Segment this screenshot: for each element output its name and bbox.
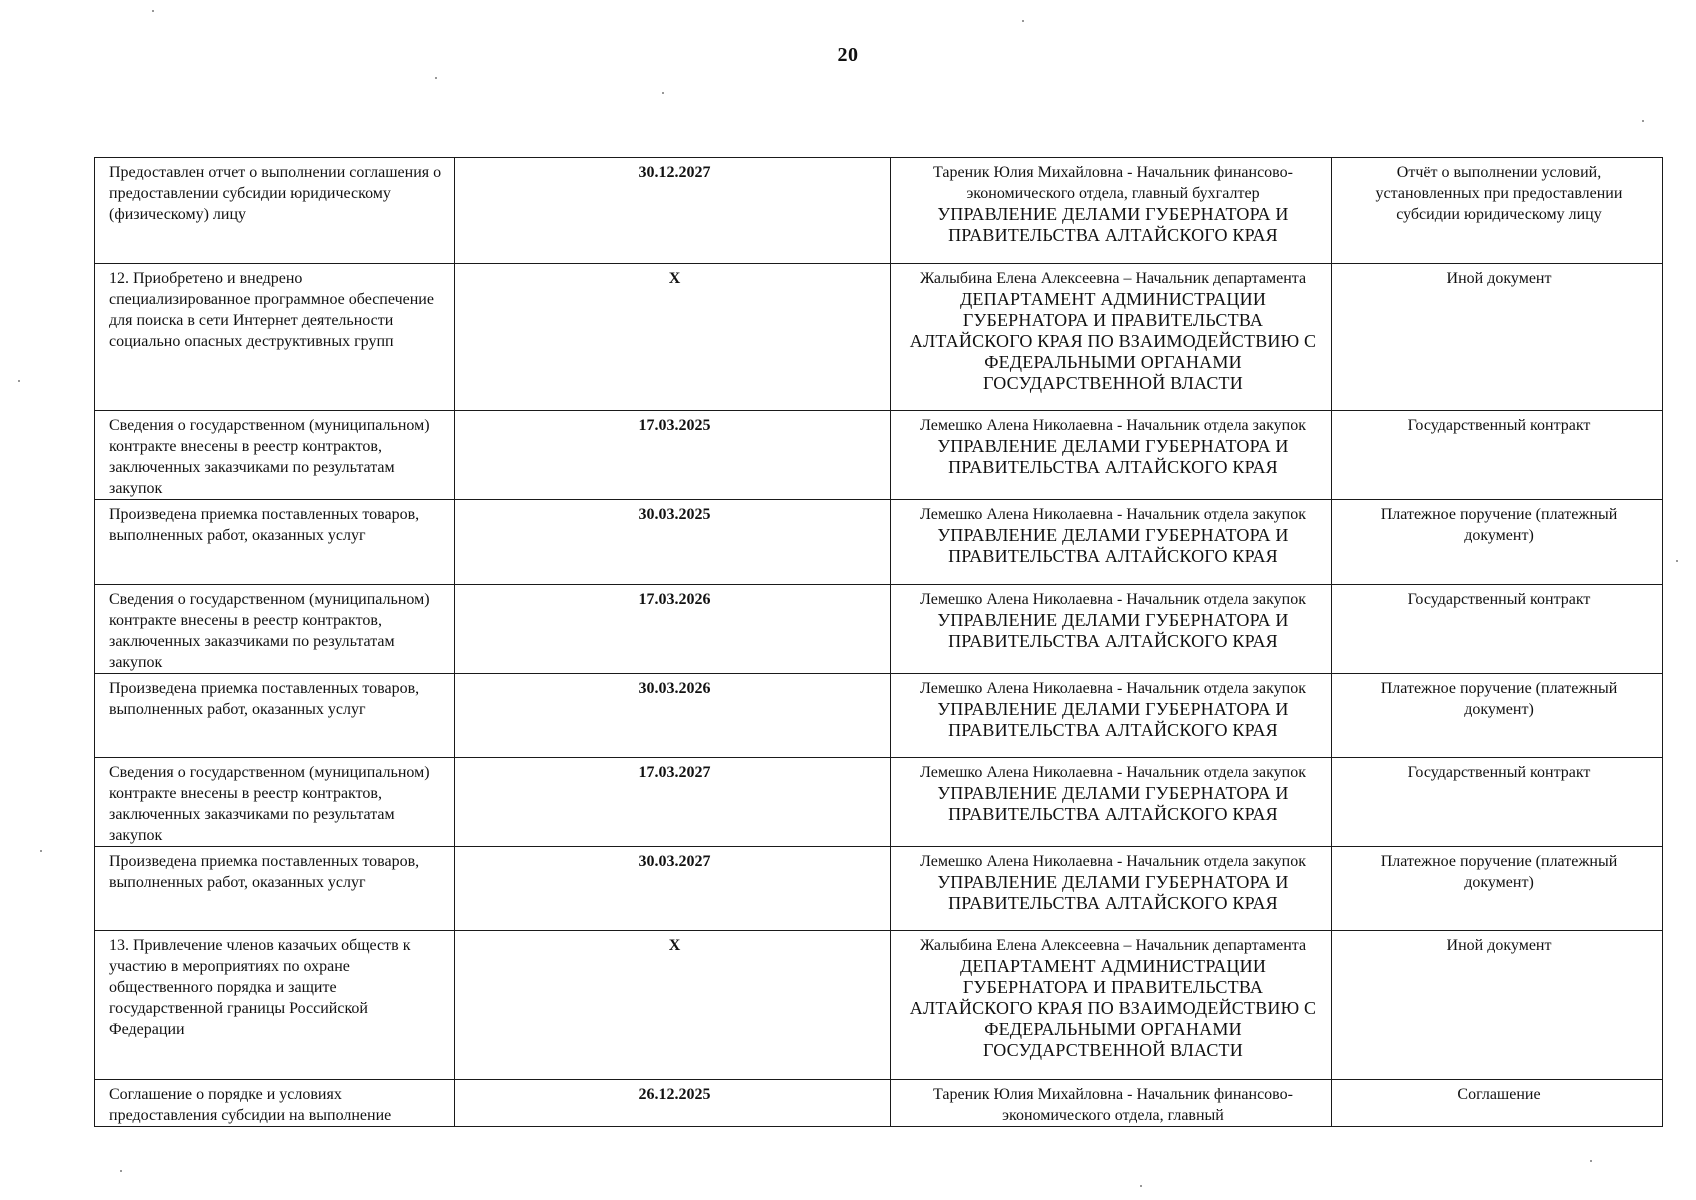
responsible-person: Лемешко Алена Николаевна - Начальник отдела закупок (920, 680, 1306, 697)
scan-speck (40, 850, 42, 852)
responsible-cell (891, 158, 1332, 264)
measure-description: Соглашение о порядке и условиях предоставления субсидии на выполнение (95, 1080, 455, 1127)
deadline-date: 26.12.2025 (455, 1080, 891, 1127)
measure-description: 12. Приобретено и внедрено специализированное программное обеспечение для поиска в сети Интернет деятельности социально опасных деструктивных групп (95, 264, 455, 411)
scan-speck (435, 77, 437, 79)
table-row (95, 585, 1663, 674)
deadline-date: X (455, 931, 891, 1080)
deadline-date: 30.03.2026 (455, 674, 891, 758)
measure-description: Сведения о государственном (муниципальном) контракте внесены в реестр контрактов, заключенных заказчиками по результатам закупок (95, 758, 455, 847)
table-row (95, 158, 1663, 264)
responsible-organization: УПРАВЛЕНИЕ ДЕЛАМИ ГУБЕРНАТОРА И ПРАВИТЕЛЬСТВА АЛТАЙСКОГО КРАЯ (937, 699, 1289, 740)
responsible-organization: УПРАВЛЕНИЕ ДЕЛАМИ ГУБЕРНАТОРА И ПРАВИТЕЛЬСТВА АЛТАЙСКОГО КРАЯ (937, 783, 1289, 824)
responsible-cell (891, 674, 1332, 758)
table-row (95, 411, 1663, 500)
responsible-person: Лемешко Алена Николаевна - Начальник отдела закупок (920, 506, 1306, 523)
scan-speck (1022, 20, 1024, 22)
deadline-date: 17.03.2027 (455, 758, 891, 847)
confirming-document: Платежное поручение (платежный документ) (1332, 847, 1663, 931)
scan-speck (120, 1170, 122, 1172)
table-row (95, 758, 1663, 847)
responsible-cell (891, 758, 1332, 847)
responsible-organization: ДЕПАРТАМЕНТ АДМИНИСТРАЦИИ ГУБЕРНАТОРА И ПРАВИТЕЛЬСТВА АЛТАЙСКОГО КРАЯ ПО ВЗАИМОДЕЙСТВИЮ С ФЕДЕРАЛЬНЫМИ ОРГАНАМИ ГОСУДАРСТВЕННОЙ ВЛАСТИ (909, 956, 1317, 1060)
responsible-cell (891, 847, 1332, 931)
deadline-date: 17.03.2025 (455, 411, 891, 500)
confirming-document: Государственный контракт (1332, 758, 1663, 847)
scan-speck (1676, 560, 1678, 562)
measure-description: Сведения о государственном (муниципальном) контракте внесены в реестр контрактов, заключенных заказчиками по результатам закупок (95, 585, 455, 674)
measure-description: Сведения о государственном (муниципальном) контракте внесены в реестр контрактов, заключенных заказчиками по результатам закупок (95, 411, 455, 500)
responsible-person: Жалыбина Елена Алексеевна – Начальник департамента (919, 270, 1307, 287)
responsible-cell (891, 411, 1332, 500)
table-row (95, 931, 1663, 1080)
measure-description: Произведена приемка поставленных товаров, выполненных работ, оказанных услуг (95, 847, 455, 931)
scan-speck (1642, 120, 1644, 122)
confirming-document: Государственный контракт (1332, 411, 1663, 500)
confirming-document: Платежное поручение (платежный документ) (1332, 500, 1663, 585)
page-number: 20 (837, 44, 859, 66)
responsible-cell (891, 264, 1332, 411)
scan-speck (662, 92, 664, 94)
measure-description: Произведена приемка поставленных товаров, выполненных работ, оказанных услуг (95, 674, 455, 758)
deadline-date: X (455, 264, 891, 411)
responsible-person: Лемешко Алена Николаевна - Начальник отдела закупок (920, 591, 1306, 608)
responsible-organization: ДЕПАРТАМЕНТ АДМИНИСТРАЦИИ ГУБЕРНАТОРА И ПРАВИТЕЛЬСТВА АЛТАЙСКОГО КРАЯ ПО ВЗАИМОДЕЙСТВИЮ С ФЕДЕРАЛЬНЫМИ ОРГАНАМИ ГОСУДАРСТВЕННОЙ ВЛАСТИ (909, 289, 1317, 393)
responsible-person: Лемешко Алена Николаевна - Начальник отдела закупок (920, 853, 1306, 870)
confirming-document: Иной документ (1332, 931, 1663, 1080)
measure-description: 13. Привлечение членов казачьих обществ к участию в мероприятиях по охране общественного порядка и защите государственной границы Российской Федерации (95, 931, 455, 1080)
deadline-date: 30.03.2025 (455, 500, 891, 585)
responsible-organization: УПРАВЛЕНИЕ ДЕЛАМИ ГУБЕРНАТОРА И ПРАВИТЕЛЬСТВА АЛТАЙСКОГО КРАЯ (937, 525, 1289, 566)
scan-speck (152, 10, 154, 12)
confirming-document: Платежное поручение (платежный документ) (1332, 674, 1663, 758)
scan-speck (1140, 1185, 1142, 1187)
scan-speck (18, 380, 20, 382)
responsible-person: Тареник Юлия Михайловна - Начальник финансово-экономического отдела, главный (933, 1086, 1293, 1124)
table-row (95, 1080, 1663, 1127)
responsible-organization: УПРАВЛЕНИЕ ДЕЛАМИ ГУБЕРНАТОРА И ПРАВИТЕЛЬСТВА АЛТАЙСКОГО КРАЯ (937, 436, 1289, 477)
table-row (95, 264, 1663, 411)
responsible-cell (891, 1080, 1332, 1127)
responsible-organization: УПРАВЛЕНИЕ ДЕЛАМИ ГУБЕРНАТОРА И ПРАВИТЕЛЬСТВА АЛТАЙСКОГО КРАЯ (937, 872, 1289, 913)
responsible-organization: УПРАВЛЕНИЕ ДЕЛАМИ ГУБЕРНАТОРА И ПРАВИТЕЛЬСТВА АЛТАЙСКОГО КРАЯ (937, 204, 1289, 245)
responsible-cell (891, 931, 1332, 1080)
responsible-cell (891, 500, 1332, 585)
responsible-organization: УПРАВЛЕНИЕ ДЕЛАМИ ГУБЕРНАТОРА И ПРАВИТЕЛЬСТВА АЛТАЙСКОГО КРАЯ (937, 610, 1289, 651)
responsible-cell (891, 585, 1332, 674)
measures-table (94, 157, 1663, 1127)
confirming-document: Иной документ (1332, 264, 1663, 411)
measure-description: Произведена приемка поставленных товаров, выполненных работ, оказанных услуг (95, 500, 455, 585)
deadline-date: 30.03.2027 (455, 847, 891, 931)
deadline-date: 30.12.2027 (455, 158, 891, 264)
confirming-document: Соглашение (1332, 1080, 1663, 1127)
confirming-document: Государственный контракт (1332, 585, 1663, 674)
responsible-person: Лемешко Алена Николаевна - Начальник отдела закупок (920, 764, 1306, 781)
responsible-person: Тареник Юлия Михайловна - Начальник финансово-экономического отдела, главный бухгалтер (933, 164, 1293, 202)
table-row (95, 674, 1663, 758)
confirming-document: Отчёт о выполнении условий, установленных при предоставлении субсидии юридическому лицу (1332, 158, 1663, 264)
measure-description: Предоставлен отчет о выполнении соглашения о предоставлении субсидии юридическому (физическому) лицу (95, 158, 455, 264)
table-row (95, 500, 1663, 585)
table-row (95, 847, 1663, 931)
deadline-date: 17.03.2026 (455, 585, 891, 674)
responsible-person: Лемешко Алена Николаевна - Начальник отдела закупок (920, 417, 1306, 434)
responsible-person: Жалыбина Елена Алексеевна – Начальник департамента (919, 937, 1307, 954)
scan-speck (1590, 1160, 1592, 1162)
